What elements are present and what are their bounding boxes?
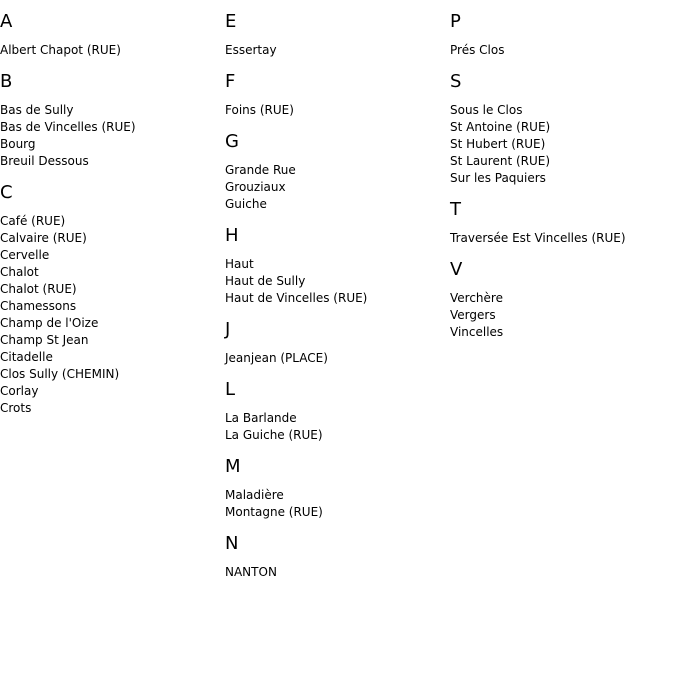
index-column-2 xyxy=(225,11,450,593)
street-link-bas-de-vincelles-rue[interactable]: Bas de Vincelles (RUE) xyxy=(0,120,136,134)
letter-group-n xyxy=(225,533,450,581)
street-list xyxy=(225,162,450,213)
street-link-la-guiche-rue[interactable]: La Guiche (RUE) xyxy=(225,428,323,442)
letter-group-c xyxy=(0,182,225,417)
index-column-1 xyxy=(0,11,225,429)
street-link-haut-de-vincelles-rue[interactable]: Haut de Vincelles (RUE) xyxy=(225,291,368,305)
letter-group-v xyxy=(450,259,675,341)
letter-group-t xyxy=(450,199,675,247)
street-list xyxy=(225,487,450,521)
letter-group-g xyxy=(225,131,450,213)
street-link-haut[interactable]: Haut xyxy=(225,257,254,271)
street-link-cervelle[interactable]: Cervelle xyxy=(0,248,50,262)
street-list xyxy=(225,256,450,307)
street-link-sous-le-clos[interactable]: Sous le Clos xyxy=(450,103,523,117)
street-list xyxy=(225,42,450,59)
letter-group-l xyxy=(225,379,450,444)
street-link-bourg[interactable]: Bourg xyxy=(0,137,36,151)
street-list xyxy=(450,102,675,187)
letter-group-h xyxy=(225,225,450,307)
street-list xyxy=(0,102,225,170)
street-link-grande-rue[interactable]: Grande Rue xyxy=(225,163,296,177)
letter-group-j xyxy=(225,319,450,367)
letter-heading: N xyxy=(225,533,239,554)
street-link-vincelles[interactable]: Vincelles xyxy=(450,325,504,339)
street-link-jeanjean-place[interactable]: Jeanjean (PLACE) xyxy=(225,351,328,365)
street-link-essertay[interactable]: Essertay xyxy=(225,43,277,57)
street-link-chamessons[interactable]: Chamessons xyxy=(0,299,77,313)
street-link-haut-de-sully[interactable]: Haut de Sully xyxy=(225,274,306,288)
index-column-3 xyxy=(450,11,675,353)
letter-group-s xyxy=(450,71,675,187)
letter-heading: S xyxy=(450,71,462,92)
street-link-champ-de-l-oize[interactable]: Champ de l'Oize xyxy=(0,316,99,330)
letter-group-f xyxy=(225,71,450,119)
street-link-st-laurent-rue[interactable]: St Laurent (RUE) xyxy=(450,154,551,168)
letter-group-p xyxy=(450,11,675,59)
street-link-grouziaux[interactable]: Grouziaux xyxy=(225,180,286,194)
street-link-clos-sully-chemin[interactable]: Clos Sully (CHEMIN) xyxy=(0,367,120,381)
letter-heading: V xyxy=(450,259,463,280)
street-list xyxy=(450,230,675,247)
street-link-sur-les-paquiers[interactable]: Sur les Paquiers xyxy=(450,171,546,185)
street-list xyxy=(450,42,675,59)
street-link-cafe-rue[interactable]: Café (RUE) xyxy=(0,214,66,228)
letter-group-e xyxy=(225,11,450,59)
street-link-chalot[interactable]: Chalot xyxy=(0,265,39,279)
letter-heading: A xyxy=(0,11,13,32)
letter-heading: P xyxy=(450,11,461,32)
street-link-citadelle[interactable]: Citadelle xyxy=(0,350,53,364)
street-link-maladiere[interactable]: Maladière xyxy=(225,488,284,502)
letter-heading: M xyxy=(225,456,241,477)
street-link-crots[interactable]: Crots xyxy=(0,401,32,415)
street-list xyxy=(0,42,225,59)
letter-heading: B xyxy=(0,71,13,92)
street-link-montagne-rue[interactable]: Montagne (RUE) xyxy=(225,505,323,519)
street-link-calvaire-rue[interactable]: Calvaire (RUE) xyxy=(0,231,87,245)
street-link-albert-chapot-rue[interactable]: Albert Chapot (RUE) xyxy=(0,43,121,57)
letter-group-b xyxy=(0,71,225,170)
street-link-chalot-rue[interactable]: Chalot (RUE) xyxy=(0,282,77,296)
street-list xyxy=(225,564,450,581)
street-link-champ-st-jean[interactable]: Champ St Jean xyxy=(0,333,89,347)
street-list xyxy=(225,350,450,367)
street-link-nanton[interactable]: NANTON xyxy=(225,565,277,579)
street-link-guiche[interactable]: Guiche xyxy=(225,197,267,211)
letter-heading: L xyxy=(225,379,236,400)
letter-group-a xyxy=(0,11,225,59)
street-list xyxy=(225,410,450,444)
letter-group-m xyxy=(225,456,450,521)
street-link-traversee-est-vincelles-rue[interactable]: Traversée Est Vincelles (RUE) xyxy=(450,231,626,245)
letter-heading: C xyxy=(0,182,13,203)
letter-heading: G xyxy=(225,131,239,152)
street-link-la-barlande[interactable]: La Barlande xyxy=(225,411,297,425)
street-link-pres-clos[interactable]: Prés Clos xyxy=(450,43,505,57)
street-link-verchere[interactable]: Verchère xyxy=(450,291,503,305)
letter-heading: F xyxy=(225,71,236,92)
street-link-st-hubert-rue[interactable]: St Hubert (RUE) xyxy=(450,137,546,151)
street-link-foins-rue[interactable]: Foins (RUE) xyxy=(225,103,294,117)
street-link-bas-de-sully[interactable]: Bas de Sully xyxy=(0,103,74,117)
street-link-corlay[interactable]: Corlay xyxy=(0,384,39,398)
street-list xyxy=(0,213,225,417)
street-link-vergers[interactable]: Vergers xyxy=(450,308,496,322)
letter-heading: H xyxy=(225,225,239,246)
street-link-breuil-dessous[interactable]: Breuil Dessous xyxy=(0,154,89,168)
letter-heading: T xyxy=(450,199,461,220)
letter-heading: E xyxy=(225,11,237,32)
street-list xyxy=(450,290,675,341)
street-list xyxy=(225,102,450,119)
letter-heading: J xyxy=(225,319,231,340)
street-link-st-antoine-rue[interactable]: St Antoine (RUE) xyxy=(450,120,551,134)
